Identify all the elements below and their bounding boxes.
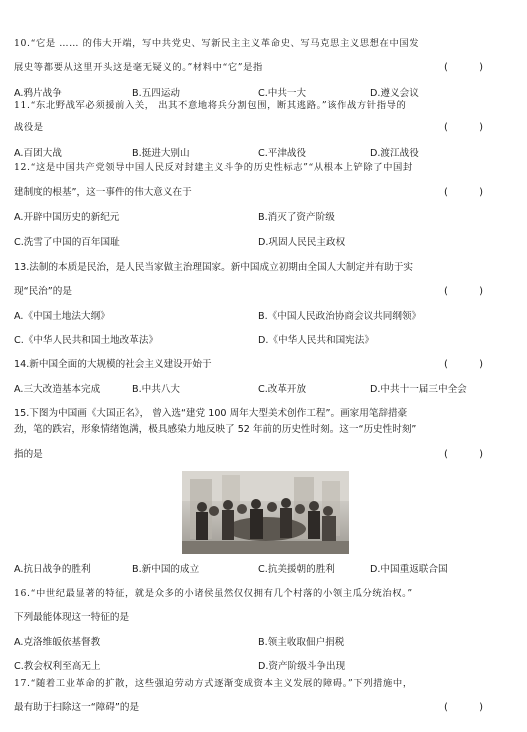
- q13-option-d[interactable]: D.《中华人民共和国宪法》: [258, 335, 374, 346]
- q16-option-b[interactable]: B.领主收取佃户捐税: [258, 637, 345, 648]
- q14-option-b[interactable]: B.中共八大: [132, 384, 181, 395]
- q15-option-c[interactable]: C.抗美援朝的胜利: [258, 564, 335, 575]
- q16-stem-line-1: 16.“中世纪最显著的特征，就是众多的小诸侯虽然仅仅拥有几个村落的小领主瓜分统治权。”: [14, 588, 413, 599]
- q11-option-c[interactable]: C.平津战役: [258, 148, 307, 159]
- q12-options-row-1: [14, 211, 514, 225]
- q16-options-row-1: [14, 636, 514, 650]
- painting-illustration: [182, 471, 349, 554]
- q16-option-a[interactable]: A.克洛维皈依基督教: [14, 637, 101, 648]
- q12-stem-line-2: 建制度的根基”，这一事件的伟大意义在于: [14, 187, 192, 198]
- q13-answer-blank[interactable]: ( ): [444, 286, 497, 297]
- q12-options-row-2: [14, 236, 514, 250]
- q15-answer-blank[interactable]: ( ): [444, 449, 497, 460]
- q12-option-b[interactable]: B.消灭了资产阶级: [258, 212, 335, 223]
- q15-stem-line-2: 劲，笔的跌宕，形象情绪饱满，极具感染力地反映了 52 年前的历史性时刻。这一“历史性时刻”: [14, 424, 417, 435]
- q15-stem-line-3: 指的是: [14, 449, 43, 460]
- painting-image: [182, 471, 349, 554]
- q10-option-d[interactable]: D.遵义会议: [370, 88, 419, 99]
- q14-option-d[interactable]: D.中共十一届三中全会: [370, 384, 467, 395]
- q11-stem-line-2: 战役是: [14, 122, 44, 133]
- q13-option-c[interactable]: C.《中华人民共和国土地改革法》: [14, 335, 159, 346]
- q10-option-a[interactable]: A.鸦片战争: [14, 88, 62, 99]
- q13-options-row-1: [14, 310, 514, 324]
- q13-stem-line-1: 13.法制的本质是民治，是人民当家做主治理国家。新中国成立初期由全国人大制定并有助于实: [14, 262, 414, 273]
- q14-option-a[interactable]: A.三大改造基本完成: [14, 384, 101, 395]
- q12-stem-line-1: 12.“这是中国共产党领导中国人民反对封建主义斗争的历史性标志”“从根本上铲除了中国封: [14, 162, 413, 173]
- q13-option-a[interactable]: A.《中国土地法大纲》: [14, 311, 110, 322]
- q14-option-c[interactable]: C.改革开放: [258, 384, 307, 395]
- q15-options: [14, 563, 514, 577]
- q12-option-a[interactable]: A.开辟中国历史的新纪元: [14, 212, 120, 223]
- q10-answer-blank[interactable]: ( ): [444, 62, 497, 73]
- q15-option-d[interactable]: D.中国重返联合国: [370, 564, 448, 575]
- q13-stem-line-2: 现“民治”的是: [14, 286, 72, 297]
- q16-option-c[interactable]: C.教会权利至高无上: [14, 661, 101, 672]
- q12-option-c[interactable]: C.洗雪了中国的百年国耻: [14, 237, 120, 248]
- q11-option-a[interactable]: A.百团大战: [14, 148, 62, 159]
- q17-answer-blank[interactable]: ( ): [444, 702, 497, 713]
- q13-option-b[interactable]: B.《中国人民政治协商会议共同纲领》: [258, 311, 422, 322]
- q15-option-a[interactable]: A.抗日战争的胜利: [14, 564, 91, 575]
- q12-option-d[interactable]: D.巩固人民民主政权: [258, 237, 346, 248]
- q17-stem-line-1: 17.“随着工业革命的扩散，这些强迫劳动方式逐渐变成资本主义发展的障碍。”下列措施中，: [14, 678, 413, 689]
- q14-answer-blank[interactable]: ( ): [444, 359, 497, 370]
- q15-option-b[interactable]: B.新中国的成立: [132, 564, 200, 575]
- q17-stem-line-2: 最有助于扫除这一“障碍”的是: [14, 702, 140, 713]
- q12-answer-blank[interactable]: ( ): [444, 187, 497, 198]
- q11-option-d[interactable]: D.渡江战役: [370, 148, 419, 159]
- q11-option-b[interactable]: B.挺进大别山: [132, 148, 190, 159]
- q11-answer-blank[interactable]: ( ): [444, 122, 497, 133]
- q16-option-d[interactable]: D.资产阶级斗争出现: [258, 661, 346, 672]
- q14-stem-line-1: 14.新中国全面的大规模的社会主义建设开始于: [14, 359, 212, 370]
- q14-options: [14, 383, 514, 397]
- q10-option-c[interactable]: C.中共一大: [258, 88, 307, 99]
- q11-stem-line-1: 11.“东北野战军必须援前入关， 出其不意地将兵分割包围，断其逃路。”该作战方针指导的: [14, 100, 407, 111]
- q10-stem-line-1: 10.“它是 …… 的伟大开端，写中共党史、写新民主主义革命史、写马克思主义思想在中国发: [14, 38, 420, 49]
- q11-options: [14, 147, 514, 161]
- q15-stem-line-1: 15.下图为中国画《大国正名》， 曾入选“建党 100 周年大型美术创作工程”。画家用笔辞措豪: [14, 408, 408, 419]
- q13-options-row-2: [14, 334, 514, 348]
- q16-stem-line-2: 下列最能体现这一特征的是: [14, 612, 130, 623]
- q10-stem-line-2: 展史等都要从这里开头这是毫无疑义的。”材料中“它”是指: [14, 62, 263, 73]
- q10-option-b[interactable]: B.五四运动: [132, 88, 181, 99]
- q16-options-row-2: [14, 660, 514, 674]
